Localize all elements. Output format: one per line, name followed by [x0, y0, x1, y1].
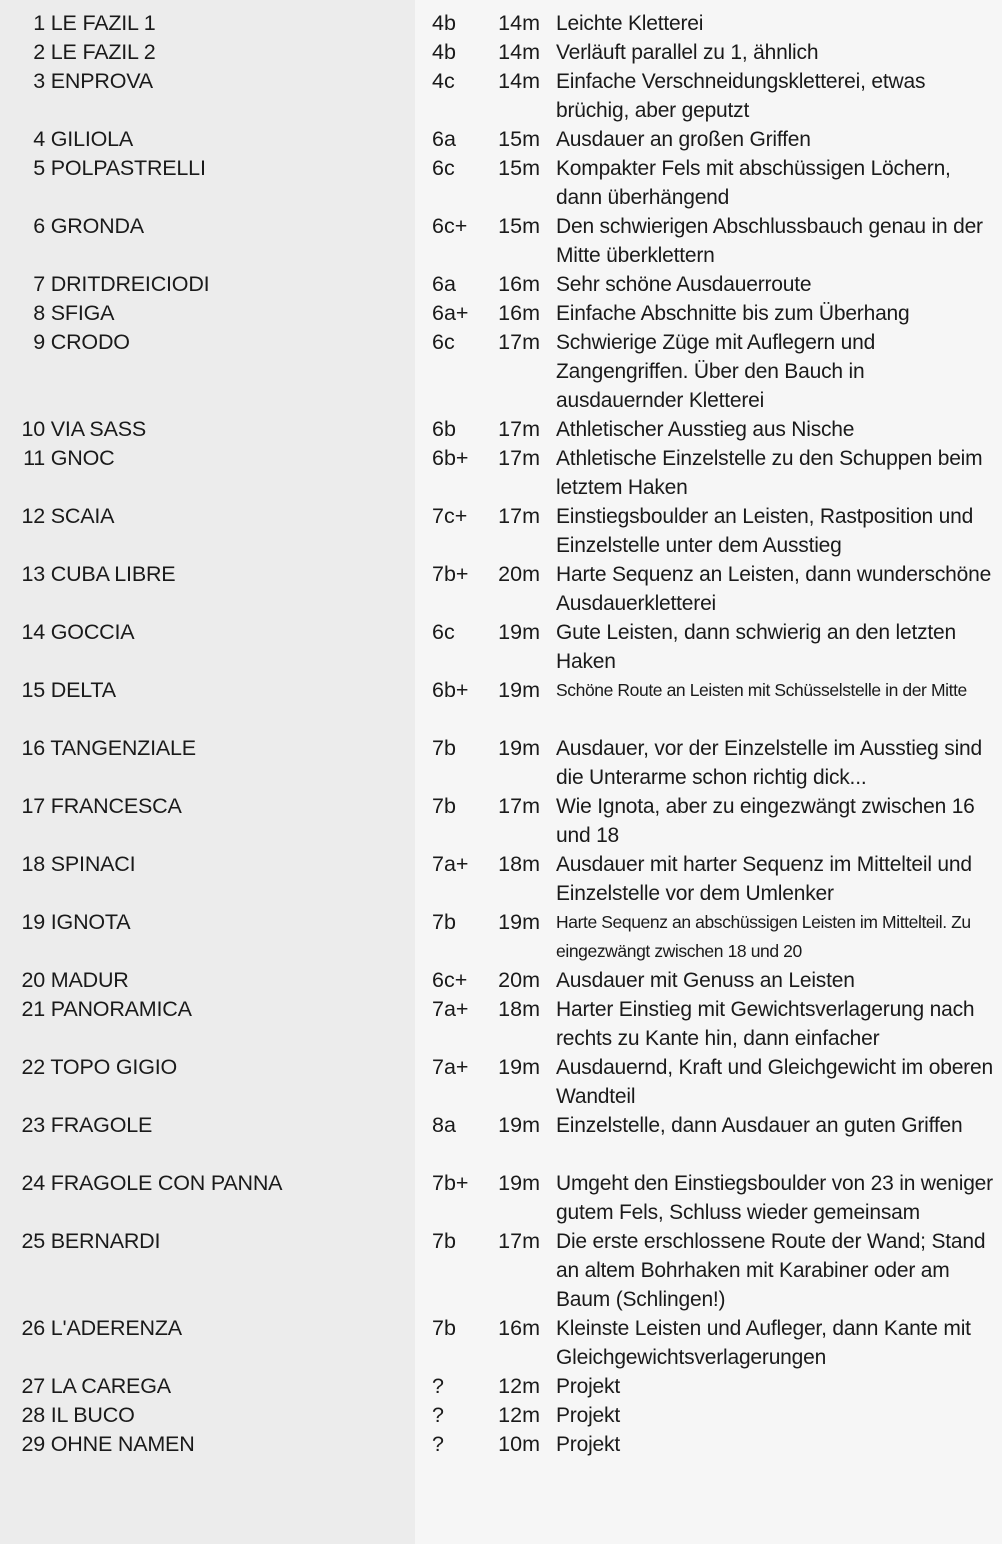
route-description: Athletische Einzelstelle zu den Schuppen beim letztem Haken — [556, 447, 983, 499]
route-row — [0, 1430, 1002, 1459]
route-row — [0, 734, 1002, 789]
route-row — [0, 67, 1002, 122]
route-length: 19m — [498, 910, 540, 934]
route-number: 7 — [33, 272, 45, 296]
route-row — [0, 502, 1002, 557]
route-grade: 6a+ — [432, 301, 469, 325]
route-title: GILIOLA — [50, 127, 134, 151]
route-number: 23 — [21, 1113, 45, 1137]
route-number: 8 — [33, 301, 45, 325]
route-name — [15, 1053, 415, 1082]
route-length: 19m — [498, 678, 540, 702]
route-name — [15, 328, 415, 357]
route-description: Ausdauer an großen Griffen — [556, 128, 811, 151]
route-number: 1 — [33, 11, 45, 35]
route-description: Den schwierigen Abschlussbauch genau in der Mitte überklettern — [556, 215, 983, 267]
route-title: BERNARDI — [50, 1229, 161, 1253]
route-description: Projekt — [556, 1433, 620, 1456]
route-title: MADUR — [50, 968, 129, 992]
route-description: Projekt — [556, 1404, 620, 1427]
route-grade: 8a — [432, 1113, 456, 1137]
route-name — [15, 212, 415, 241]
route-description: Ausdauer mit Genuss an Leisten — [556, 969, 855, 992]
route-grade: 4b — [432, 11, 456, 35]
route-grade: 7b — [432, 736, 456, 760]
route-number: 19 — [21, 910, 45, 934]
route-length: 17m — [498, 446, 540, 470]
route-name — [15, 1401, 415, 1430]
route-name — [15, 850, 415, 879]
route-description: Harte Sequenz an abschüssigen Leisten im Mittelteil. Zu eingezwängt zwischen 18 und 20 — [556, 912, 971, 961]
route-name — [15, 1111, 415, 1140]
route-row — [0, 560, 1002, 615]
route-number: 20 — [21, 968, 45, 992]
route-grade: ? — [432, 1374, 444, 1398]
route-title: ENPROVA — [50, 69, 153, 93]
route-name — [15, 908, 415, 937]
route-row — [0, 444, 1002, 499]
route-description: Die erste erschlossene Route der Wand; Stand an altem Bohrhaken mit Karabiner oder am Baum (Schlingen!) — [556, 1230, 986, 1311]
route-name — [15, 618, 415, 647]
route-name — [15, 1169, 415, 1198]
route-description: Einzelstelle, dann Ausdauer an guten Griffen — [556, 1114, 963, 1137]
route-grade: 7a+ — [432, 997, 469, 1021]
route-row — [0, 38, 1002, 67]
route-title: DRITDREICIODI — [50, 272, 210, 296]
route-length: 12m — [498, 1403, 540, 1427]
route-description: Schwierige Züge mit Auflegern und Zangengriffen. Über den Bauch in ausdauernder Kletterei — [556, 331, 876, 412]
route-number: 5 — [33, 156, 45, 180]
route-grade: 6a — [432, 272, 456, 296]
route-length: 17m — [498, 504, 540, 528]
route-grade: 6c+ — [432, 968, 468, 992]
route-number: 21 — [21, 997, 45, 1021]
route-row — [0, 154, 1002, 209]
route-title: POLPASTRELLI — [50, 156, 206, 180]
route-length: 10m — [498, 1432, 540, 1456]
route-title: OHNE NAMEN — [50, 1432, 195, 1456]
route-title: FRANCESCA — [50, 794, 182, 818]
route-number: 26 — [21, 1316, 45, 1340]
route-description: Einfache Verschneidungskletterei, etwas brüchig, aber geputzt — [556, 70, 926, 122]
route-number: 2 — [33, 40, 45, 64]
route-title: CRODO — [50, 330, 130, 354]
route-length: 19m — [498, 1113, 540, 1137]
route-name — [15, 270, 415, 299]
route-row — [0, 618, 1002, 673]
route-row — [0, 792, 1002, 847]
route-name — [15, 125, 415, 154]
route-row — [0, 966, 1002, 995]
route-name — [15, 995, 415, 1024]
route-row — [0, 908, 1002, 961]
route-name — [15, 1314, 415, 1343]
route-row — [0, 850, 1002, 905]
route-length: 18m — [498, 852, 540, 876]
route-title: DELTA — [50, 678, 116, 702]
route-title: FRAGOLE CON PANNA — [50, 1171, 283, 1195]
route-number: 4 — [33, 127, 45, 151]
route-name — [15, 1372, 415, 1401]
route-name — [15, 792, 415, 821]
route-name — [15, 502, 415, 531]
route-grade: 7b — [432, 1229, 456, 1253]
route-row — [0, 125, 1002, 154]
route-title: PANORAMICA — [50, 997, 192, 1021]
route-grade: 7c+ — [432, 504, 468, 528]
route-grade: 6c — [432, 330, 455, 354]
route-row — [0, 1169, 1002, 1224]
route-number: 10 — [21, 417, 45, 441]
route-length: 19m — [498, 1055, 540, 1079]
route-row — [0, 1111, 1002, 1140]
route-name — [15, 38, 415, 67]
route-grade: 6c — [432, 156, 455, 180]
route-length: 14m — [498, 40, 540, 64]
route-grade: 7b+ — [432, 1171, 469, 1195]
route-row — [0, 1227, 1002, 1311]
route-length: 19m — [498, 620, 540, 644]
route-grade: ? — [432, 1432, 444, 1456]
route-number: 13 — [21, 562, 45, 586]
route-name — [15, 154, 415, 183]
route-grade: 7b+ — [432, 562, 469, 586]
route-length: 14m — [498, 69, 540, 93]
route-grade: ? — [432, 1403, 444, 1427]
route-description: Ausdauernd, Kraft und Gleichgewicht im oberen Wandteil — [556, 1056, 993, 1108]
route-description: Harter Einstieg mit Gewichtsverlagerung nach rechts zu Kante hin, dann einfacher — [556, 998, 975, 1050]
route-number: 14 — [21, 620, 45, 644]
route-grade: 6c+ — [432, 214, 468, 238]
route-title: GOCCIA — [50, 620, 135, 644]
route-number: 9 — [33, 330, 45, 354]
route-title: GNOC — [50, 446, 115, 470]
route-row — [0, 299, 1002, 328]
route-description: Kleinste Leisten und Aufleger, dann Kante mit Gleichgewichtsverlagerungen — [556, 1317, 971, 1369]
route-grade: 7b — [432, 910, 456, 934]
route-row — [0, 995, 1002, 1050]
route-length: 12m — [498, 1374, 540, 1398]
route-row — [0, 212, 1002, 267]
route-title: LE FAZIL 1 — [50, 11, 156, 35]
route-description: Sehr schöne Ausdauerroute — [556, 273, 812, 296]
route-length: 16m — [498, 301, 540, 325]
route-description: Harte Sequenz an Leisten, dann wunderschöne Ausdauerkletterei — [556, 563, 992, 615]
route-number: 25 — [21, 1229, 45, 1253]
route-description: Ausdauer mit harter Sequenz im Mittelteil und Einzelstelle vor dem Umlenker — [556, 853, 972, 905]
route-description: Wie Ignota, aber zu eingezwängt zwischen 16 und 18 — [556, 795, 975, 847]
route-row — [0, 328, 1002, 412]
route-length: 19m — [498, 736, 540, 760]
route-length: 20m — [498, 968, 540, 992]
route-title: SCAIA — [50, 504, 115, 528]
route-number: 18 — [21, 852, 45, 876]
route-title: IL BUCO — [50, 1403, 135, 1427]
route-title: LA CAREGA — [50, 1374, 171, 1398]
route-description: Kompakter Fels mit abschüssigen Löchern, dann überhängend — [556, 157, 951, 209]
route-number: 27 — [21, 1374, 45, 1398]
route-number: 17 — [21, 794, 45, 818]
route-number: 16 — [21, 736, 45, 760]
route-length: 19m — [498, 1171, 540, 1195]
route-description: Athletischer Ausstieg aus Nische — [556, 418, 855, 441]
route-name — [15, 9, 415, 38]
route-length: 16m — [498, 272, 540, 296]
route-row — [0, 1314, 1002, 1369]
route-number: 22 — [21, 1055, 45, 1079]
route-row — [0, 270, 1002, 299]
route-title: IGNOTA — [50, 910, 131, 934]
route-grade: 4c — [432, 69, 455, 93]
route-title: VIA SASS — [50, 417, 146, 441]
route-length: 15m — [498, 156, 540, 180]
route-length: 14m — [498, 11, 540, 35]
route-grade: 7a+ — [432, 1055, 469, 1079]
route-title: TOPO GIGIO — [50, 1055, 178, 1079]
route-name — [15, 299, 415, 328]
route-number: 28 — [21, 1403, 45, 1427]
route-name — [15, 1430, 415, 1459]
route-title: FRAGOLE — [50, 1113, 153, 1137]
route-row — [0, 676, 1002, 705]
route-length: 17m — [498, 417, 540, 441]
route-row — [0, 1372, 1002, 1401]
route-grade: 6a — [432, 127, 456, 151]
route-name — [15, 966, 415, 995]
route-description: Ausdauer, vor der Einzelstelle im Ausstieg sind die Unterarme schon richtig dick... — [556, 737, 982, 789]
route-number: 3 — [33, 69, 45, 93]
route-title: LE FAZIL 2 — [50, 40, 156, 64]
route-description: Gute Leisten, dann schwierig an den letzten Haken — [556, 621, 956, 673]
route-number: 24 — [21, 1171, 45, 1195]
route-length: 16m — [498, 1316, 540, 1340]
route-description: Leichte Kletterei — [556, 12, 704, 35]
route-grade: 7a+ — [432, 852, 469, 876]
route-grade: 7b — [432, 1316, 456, 1340]
route-grade: 6b+ — [432, 678, 469, 702]
route-title: L'ADERENZA — [50, 1316, 182, 1340]
route-row — [0, 1401, 1002, 1430]
route-name — [15, 560, 415, 589]
route-description: Schöne Route an Leisten mit Schüsselstelle in der Mitte — [556, 680, 967, 700]
route-title: TANGENZIALE — [50, 736, 196, 760]
route-row — [0, 1053, 1002, 1108]
route-name — [15, 1227, 415, 1256]
route-grade: 4b — [432, 40, 456, 64]
route-length: 15m — [498, 214, 540, 238]
route-number: 15 — [21, 678, 45, 702]
route-length: 18m — [498, 997, 540, 1021]
route-description: Umgeht den Einstiegsboulder von 23 in weniger gutem Fels, Schluss wieder gemeinsam — [556, 1172, 993, 1224]
route-length: 17m — [498, 1229, 540, 1253]
route-length: 17m — [498, 794, 540, 818]
route-length: 17m — [498, 330, 540, 354]
route-description: Projekt — [556, 1375, 620, 1398]
route-grade: 6c — [432, 620, 455, 644]
route-grade: 7b — [432, 794, 456, 818]
route-name — [15, 67, 415, 96]
route-description: Einfache Abschnitte bis zum Überhang — [556, 302, 910, 325]
route-length: 15m — [498, 127, 540, 151]
route-number: 6 — [33, 214, 45, 238]
route-name — [15, 734, 415, 763]
route-description: Verläuft parallel zu 1, ähnlich — [556, 41, 819, 64]
route-grade: 6b+ — [432, 446, 469, 470]
route-name — [15, 444, 415, 473]
route-title: SFIGA — [50, 301, 115, 325]
route-number: 11 — [23, 446, 45, 470]
route-description: Einstiegsboulder an Leisten, Rastposition und Einzelstelle unter dem Ausstieg — [556, 505, 974, 557]
route-number: 12 — [21, 504, 45, 528]
route-row — [0, 415, 1002, 444]
route-row — [0, 9, 1002, 38]
route-name — [15, 676, 415, 705]
route-length: 20m — [498, 562, 540, 586]
route-title: GRONDA — [50, 214, 144, 238]
route-title: CUBA LIBRE — [50, 562, 176, 586]
route-title: SPINACI — [50, 852, 136, 876]
route-number: 29 — [21, 1432, 45, 1456]
route-grade: 6b — [432, 417, 456, 441]
route-name — [15, 415, 415, 444]
